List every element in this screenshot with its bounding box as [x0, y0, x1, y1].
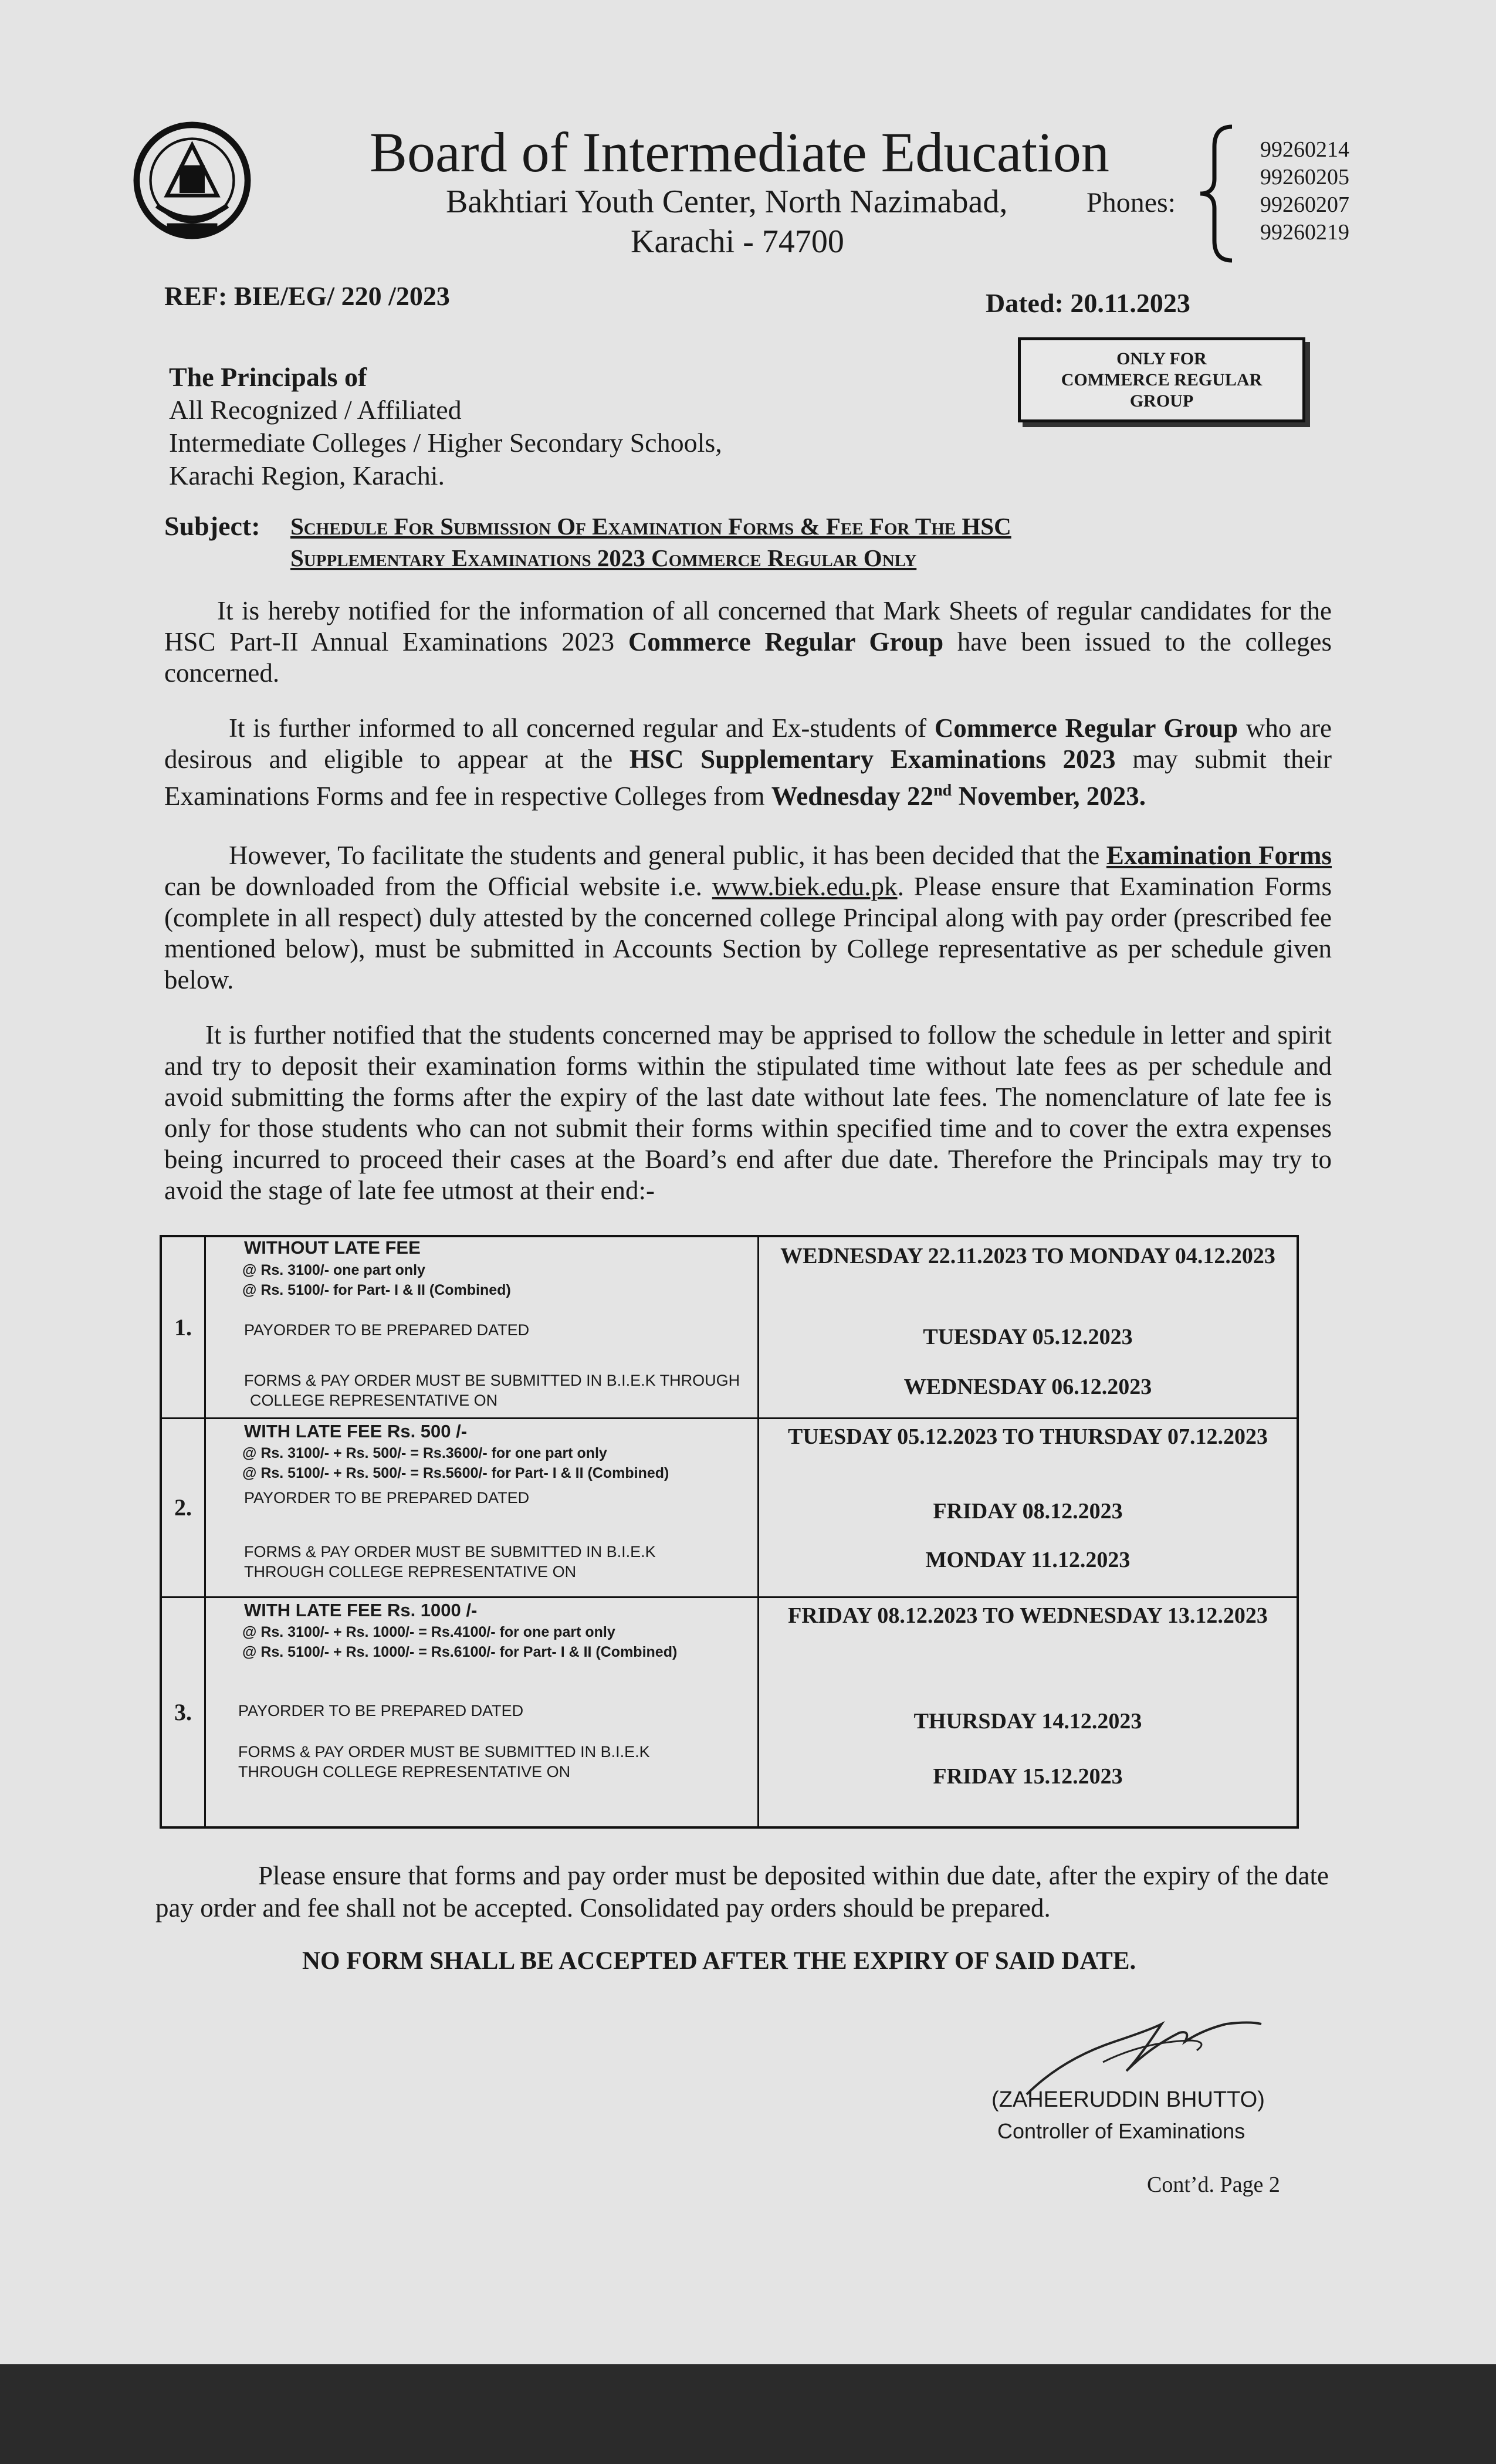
payorder-date: FRIDAY 08.12.2023	[933, 1498, 1123, 1524]
payorder-label: PAYORDER TO BE PREPARED DATED	[244, 1321, 530, 1339]
recipient-line: All Recognized / Affiliated	[169, 395, 462, 425]
group-stamp	[1018, 337, 1305, 422]
stamp-line: GROUP	[1129, 391, 1194, 411]
warning-notice: NO FORM SHALL BE ACCEPTED AFTER THE EXPIRY OF SAID DATE.	[302, 1947, 1136, 1975]
paragraph-1: It is hereby notified for the information of all concerned that Mark Sheets of regular candidates for the HSC Part-II Annual Examinations 2023 Commerce Regular Group have been issued to the colleges concerned.	[164, 596, 1332, 688]
phones-label: Phones:	[1087, 187, 1176, 218]
subject-label: Subject:	[164, 511, 260, 541]
address-line-2: Karachi - 74700	[631, 224, 844, 260]
stamp-line: COMMERCE REGULAR	[1061, 370, 1263, 390]
paragraph-4: It is further notified that the students concerned may be apprised to follow the schedule in letter and spirit and try to deposit their examination forms within the stipulated time without late fees as per schedule and avoid submitting the forms after the expiry of the last date without late fees. The nomenclature of late fee is only for those students who can not submit their forms within specified time and to cover the extra expenses being incurred to proceed their cases at the Board’s end after due date. Therefore the Principals may try to avoid the stage of late fee utmost at their end:-	[164, 1020, 1332, 1205]
submit-label: COLLEGE REPRESENTATIVE ON	[250, 1392, 498, 1409]
recipient-line: Intermediate Colleges / Higher Secondary Schools,	[169, 428, 722, 458]
continued-note: Cont’d. Page 2	[1147, 2172, 1280, 2197]
payorder-label: PAYORDER TO BE PREPARED DATED	[238, 1701, 524, 1720]
phone-number: 99260207	[1260, 192, 1349, 217]
fee-description-cell	[205, 1597, 759, 1827]
submit-label: THROUGH COLLEGE REPRESENTATIVE ON	[238, 1762, 571, 1781]
signatory-title: Controller of Examinations	[997, 2119, 1245, 2143]
curly-brace-icon	[1197, 123, 1238, 264]
fee-line: @ Rs. 5100/- + Rs. 1000/- = Rs.6100/- for Part- I & II (Combined)	[242, 1643, 678, 1660]
paragraph-2: It is further informed to all concerned regular and Ex-students of Commerce Regular Group who are desirous and eligible to appear at the HSC Supplementary Examinations 2023 may submit their Examinations Forms and fee in respective Colleges from Wednesday 22nd November, 2023.	[164, 713, 1332, 811]
fee-line: @ Rs. 3100/- + Rs. 500/- = Rs.3600/- for one part only	[242, 1444, 607, 1461]
stamp-line: ONLY FOR	[1116, 348, 1207, 368]
website-link[interactable]: www.biek.edu.pk	[712, 872, 898, 901]
board-logo-emblem	[129, 117, 255, 243]
organization-title: Board of Intermediate Education	[370, 121, 1109, 184]
fee-schedule-table	[160, 1235, 1299, 1829]
submit-label: THROUGH COLLEGE REPRESENTATIVE ON	[244, 1562, 577, 1580]
fee-heading: WITH LATE FEE Rs. 500 /-	[244, 1420, 468, 1441]
row-number: 3.	[161, 1597, 205, 1827]
fee-line: @ Rs. 3100/- one part only	[242, 1262, 425, 1278]
submit-date: FRIDAY 15.12.2023	[933, 1764, 1123, 1789]
recipient-line: Karachi Region, Karachi.	[169, 461, 445, 490]
dates-cell	[759, 1597, 1298, 1827]
submit-date: WEDNESDAY 06.12.2023	[903, 1375, 1152, 1399]
period: TUESDAY 05.12.2023 TO THURSDAY 07.12.2023	[788, 1424, 1268, 1449]
submit-date: MONDAY 11.12.2023	[925, 1547, 1131, 1572]
signature-image	[1015, 2006, 1273, 2100]
signatory-name: (ZAHEERUDDIN BHUTTO)	[991, 2087, 1265, 2112]
fee-line: @ Rs. 5100/- + Rs. 500/- = Rs.5600/- for Part- I & II (Combined)	[242, 1464, 669, 1481]
fee-description-cell	[205, 1236, 759, 1418]
reference-number: REF: BIE/EG/ 220 /2023	[164, 281, 450, 311]
fee-heading: WITHOUT LATE FEE	[244, 1237, 421, 1258]
recipient-block	[169, 361, 722, 492]
period: FRIDAY 08.12.2023 TO WEDNESDAY 13.12.2023	[788, 1603, 1268, 1628]
submit-label: FORMS & PAY ORDER MUST BE SUBMITTED IN B.I.E.K	[238, 1742, 650, 1761]
fee-description-cell	[205, 1418, 759, 1597]
phone-number: 99260214	[1260, 137, 1349, 162]
submit-label: FORMS & PAY ORDER MUST BE SUBMITTED IN B.I.E.K	[244, 1542, 656, 1561]
recipient-heading: The Principals of	[169, 362, 367, 392]
row-number: 1.	[161, 1236, 205, 1418]
subject-text	[290, 510, 1288, 574]
closing-paragraph: Please ensure that forms and pay order must be deposited within due date, after the expiry of the date pay order and fee shall not be accepted. Consolidated pay orders should be prepared.	[155, 1861, 1329, 1923]
table-row	[161, 1236, 1298, 1418]
address-line-1: Bakhtiari Youth Center, North Nazimabad,	[446, 184, 1008, 220]
phone-number: 99260219	[1260, 220, 1349, 245]
payorder-label: PAYORDER TO BE PREPARED DATED	[244, 1488, 530, 1507]
fee-line: @ Rs. 3100/- + Rs. 1000/- = Rs.4100/- for one part only	[242, 1623, 615, 1640]
paragraph-3: However, To facilitate the students and general public, it has been decided that the Examination Forms can be downloaded from the Official website i.e. www.biek.edu.pk. Please ensure that Examination Forms (complete in all respect) duly attested by the concerned college Principal along with pay order (prescribed fee mentioned below), must be submitted in Accounts Section by College representative as per schedule given below.	[164, 841, 1332, 994]
dates-cell	[759, 1236, 1298, 1418]
dates-cell	[759, 1418, 1298, 1597]
phone-number: 99260205	[1260, 165, 1349, 189]
date: Dated: 20.11.2023	[986, 288, 1190, 318]
fee-heading: WITH LATE FEE Rs. 1000 /-	[244, 1599, 478, 1620]
subject-line: Supplementary Examinations 2023 Commerce Regular Only	[290, 544, 917, 571]
payorder-date: THURSDAY 14.12.2023	[913, 1708, 1142, 1734]
table-row	[161, 1597, 1298, 1827]
subject-line: Schedule For Submission Of Examination Forms & Fee For The HSC	[290, 513, 1011, 540]
period: WEDNESDAY 22.11.2023 TO MONDAY 04.12.2023	[780, 1244, 1275, 1268]
submit-label: FORMS & PAY ORDER MUST BE SUBMITTED IN B.I.E.K THROUGH	[244, 1372, 740, 1389]
table-row	[161, 1418, 1298, 1597]
fee-line: @ Rs. 5100/- for Part- I & II (Combined)	[242, 1282, 511, 1298]
payorder-date: TUESDAY 05.12.2023	[923, 1325, 1133, 1349]
row-number: 2.	[161, 1418, 205, 1597]
